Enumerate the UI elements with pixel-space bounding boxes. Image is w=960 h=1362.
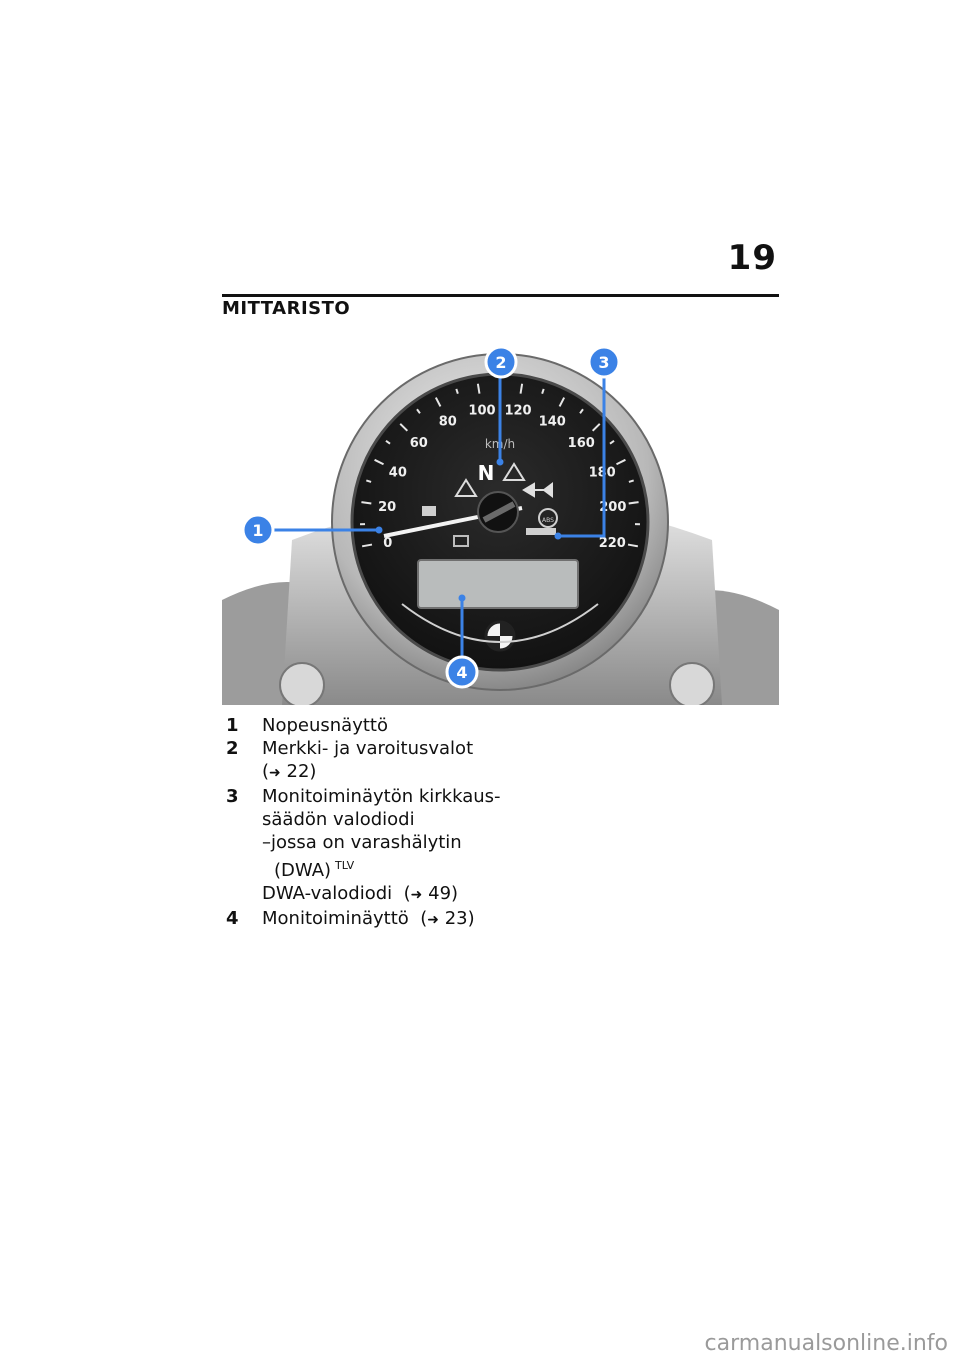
minor-tick [366, 480, 371, 481]
legend-number: 2 [226, 738, 239, 759]
reference-arrow-icon: ➜ [269, 765, 281, 781]
tick-label: 120 [504, 403, 532, 419]
legend-item-3 [226, 785, 546, 907]
legend-number: 4 [226, 908, 239, 929]
page-number: 19 [727, 238, 777, 278]
major-tick [361, 502, 371, 503]
tlv-superscript: TLV [335, 859, 355, 872]
callout-badge-1: 1 [252, 521, 264, 540]
dwa-led-icon [526, 528, 556, 535]
tick-label: 40 [388, 465, 407, 481]
tick-label: 220 [598, 535, 626, 551]
tick-label: 100 [468, 403, 496, 419]
callout-badge-2: 2 [495, 353, 507, 372]
instrument-cluster-figure [222, 340, 779, 705]
tick-label: 200 [599, 499, 627, 515]
page-reference[interactable]: (➜ 22) [262, 761, 317, 782]
legend-item-4 [226, 907, 546, 932]
bolt-right [670, 663, 714, 705]
major-tick [629, 502, 639, 503]
gear-indicator: N [477, 461, 495, 485]
tick-label: 180 [588, 465, 616, 481]
legend-text: Monitoiminäytön kirkkaus- [262, 786, 501, 807]
section-title: MITTARISTO [222, 298, 351, 319]
legend-item-1 [226, 714, 546, 737]
headlight-icon [422, 506, 436, 516]
legend-text: säädön valodiodi [262, 809, 415, 830]
legend-subtext-dwa: (DWA) $^{TLV}$ [274, 859, 355, 881]
unit-label: km/h [484, 437, 516, 451]
callout-badge-3: 3 [598, 353, 610, 372]
callout-badge-4: 4 [456, 663, 468, 682]
minor-tick [629, 480, 634, 481]
legend-text[interactable]: DWA-valodiodi (➜ 49) [262, 883, 459, 904]
legend-text[interactable]: Monitoiminäyttö (➜ 23) [262, 908, 475, 929]
legend-number: 1 [226, 715, 239, 736]
bolt-left [280, 663, 324, 705]
legend [226, 714, 546, 932]
legend-text: Merkki- ja varoitusvalot [262, 738, 474, 759]
reference-arrow-icon: ➜ [410, 887, 423, 903]
tick-label: 0 [383, 535, 393, 551]
tick-label: 140 [538, 414, 566, 430]
legend-subtext: –jossa on varashälytin [262, 832, 462, 853]
legend-number: 3 [226, 786, 239, 807]
watermark: carmanualsonline.info [704, 1331, 948, 1356]
instrument-cluster-illustration [222, 340, 779, 705]
abs-icon-label: ABS [542, 517, 554, 524]
tick-label: 20 [378, 499, 397, 515]
tick-label: 80 [438, 414, 457, 430]
legend-text: Nopeusnäyttö [262, 715, 388, 736]
legend-item-2 [226, 737, 546, 785]
header-rule [222, 294, 779, 297]
multifunction-display [418, 560, 578, 608]
tick-label: 160 [567, 436, 595, 452]
reference-arrow-icon: ➜ [427, 912, 439, 928]
tick-label: 60 [409, 436, 428, 452]
